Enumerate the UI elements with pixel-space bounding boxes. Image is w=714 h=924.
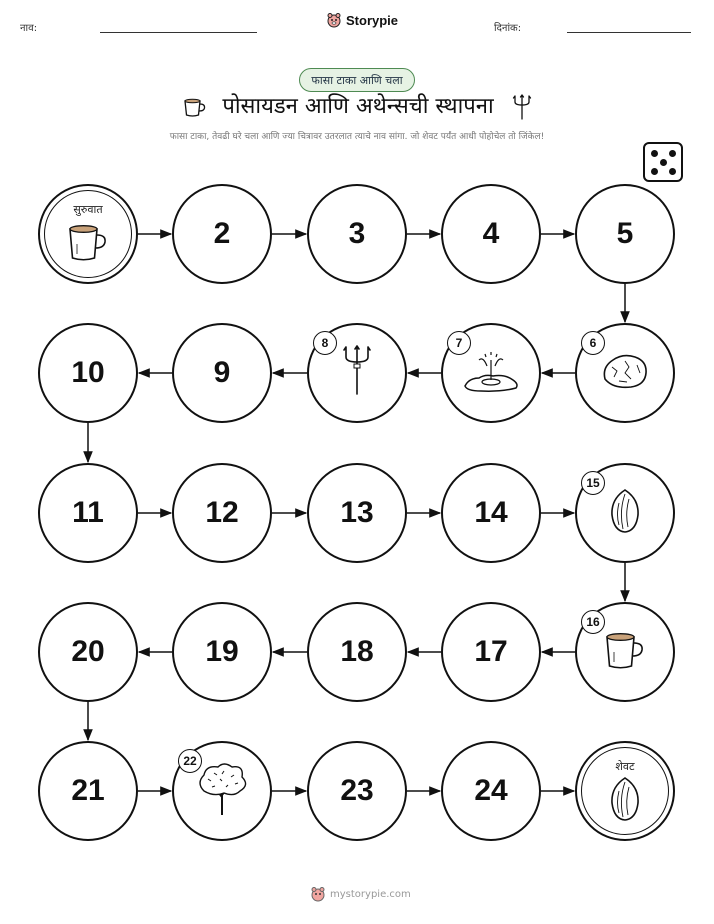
space-number: 4: [482, 217, 500, 250]
space-number: 9: [213, 356, 231, 389]
space-number: 24: [474, 774, 508, 807]
space-number: 10: [71, 356, 105, 389]
space-number: 14: [474, 496, 508, 529]
space-number: 12: [205, 496, 239, 529]
cup-icon: [602, 628, 648, 676]
finish-label: शेवट: [615, 760, 635, 773]
board-space-17: [441, 602, 541, 702]
space-number: 19: [205, 635, 239, 668]
space-number: 2: [213, 217, 231, 250]
board-space-4: [441, 184, 541, 284]
olive-tree-icon: [194, 761, 250, 821]
space-number: 3: [348, 217, 366, 250]
space-number: 20: [71, 635, 105, 668]
space-number-badge: 16: [581, 610, 605, 634]
finish-space: [575, 741, 675, 841]
space-number-badge: 22: [178, 749, 202, 773]
footer: [310, 886, 411, 902]
space-number-badge: 7: [447, 331, 471, 355]
date-label: दिनांक:: [494, 23, 522, 34]
board-space-19: [172, 602, 272, 702]
board-space-5: [575, 184, 675, 284]
spring-icon: [461, 346, 521, 400]
brand-name: Storypie: [346, 12, 399, 28]
trident-icon: [341, 344, 373, 402]
space-number: 11: [72, 496, 104, 529]
board-space-6: [575, 323, 675, 423]
space-number-badge: 6: [581, 331, 605, 355]
start-space: [38, 184, 138, 284]
space-number-badge: 15: [581, 471, 605, 495]
page-title-text: पोसायडन आणि अथेन्सची स्थापना: [222, 94, 494, 119]
space-number: 13: [340, 496, 374, 529]
board-space-12: [172, 463, 272, 563]
board-space-15: [575, 463, 675, 563]
board-space-20: [38, 602, 138, 702]
rock-icon: [599, 351, 651, 395]
start-label: सुरुवात: [73, 203, 103, 216]
board-space-8: [307, 323, 407, 423]
space-number: 5: [616, 217, 634, 250]
mascot-icon: [310, 886, 326, 902]
board-space-3: [307, 184, 407, 284]
board-space-22: [172, 741, 272, 841]
board-space-24: [441, 741, 541, 841]
board-space-2: [172, 184, 272, 284]
instructions: फासा टाका, तेवढी घरे चला आणि ज्या चित्रावर उतरलात त्याचे नाव सांगा. जो शेवट पर्यंत आधी पोहोचेल तो जिंकेल!: [169, 132, 545, 142]
cup-icon: [65, 220, 111, 268]
board-space-9: [172, 323, 272, 423]
board-space-18: [307, 602, 407, 702]
board-space-16: [575, 602, 675, 702]
board-space-10: [38, 323, 138, 423]
board-space-11: [38, 463, 138, 563]
board-space-13: [307, 463, 407, 563]
board-space-21: [38, 741, 138, 841]
board-space-14: [441, 463, 541, 563]
space-number-badge: 8: [313, 331, 337, 355]
space-number: 17: [474, 635, 508, 668]
almond-icon: [605, 775, 645, 827]
space-number: 23: [340, 774, 374, 807]
footer-url: mystorypie.com: [330, 888, 411, 900]
board-space-7: [441, 323, 541, 423]
game-type-badge: फासा टाका आणि चला: [299, 68, 415, 92]
space-number: 18: [340, 635, 374, 668]
almond-icon: [605, 487, 645, 539]
board-space-23: [307, 741, 407, 841]
name-label: नाव:: [20, 23, 38, 34]
space-number: 21: [71, 774, 105, 807]
